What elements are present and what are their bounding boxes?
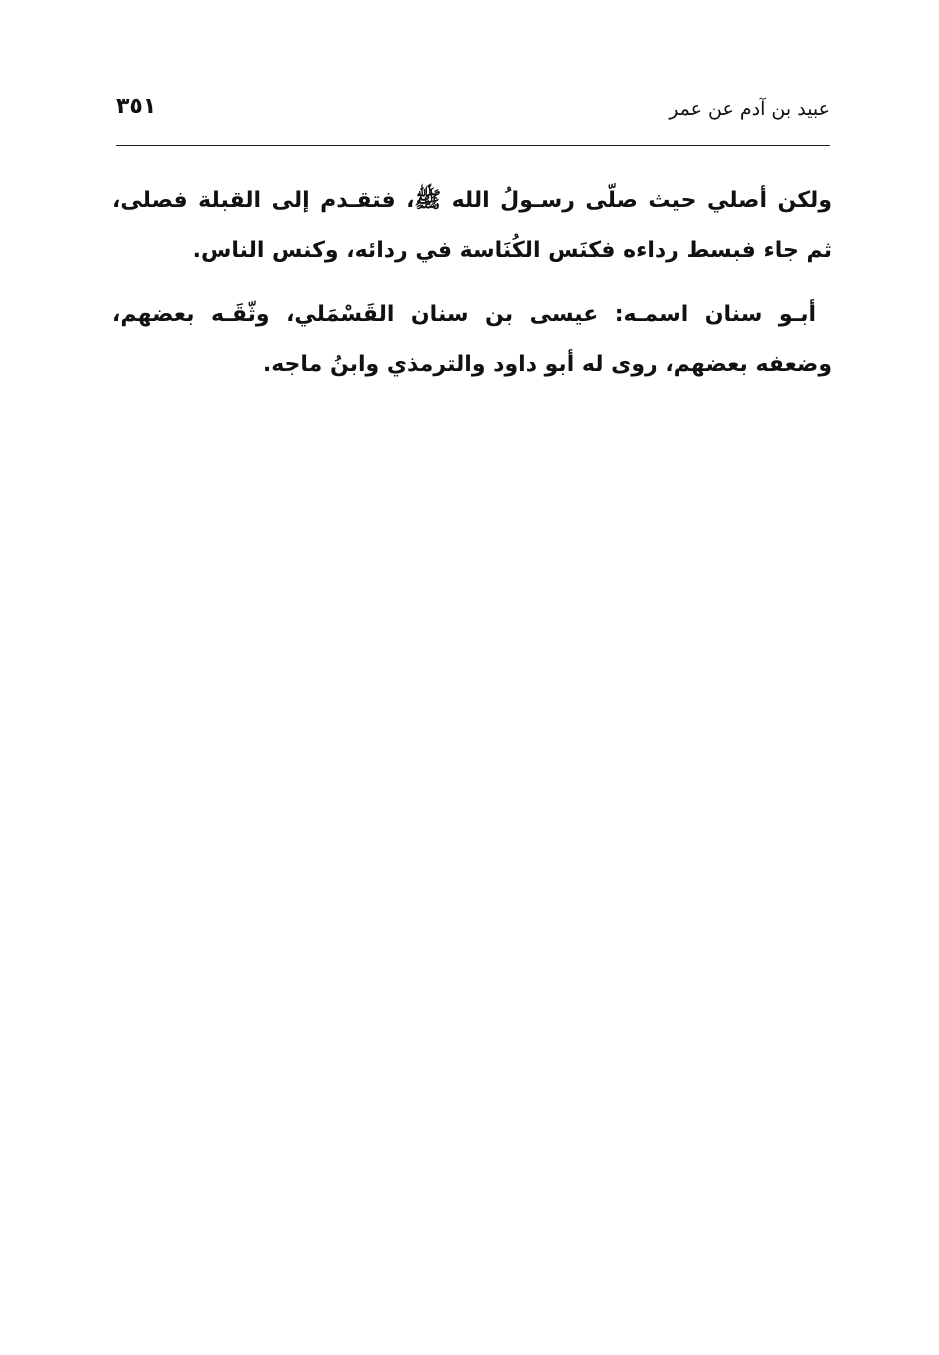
header-rule — [116, 145, 830, 146]
body-text — [112, 176, 832, 390]
paragraph-narrator-note: أبـو سنان اسمـه: عيسى بن سنان القَسْمَلي، وثّقَـه بعضهم، وضعفه بعضهم، روى له أبو داود والترمذي وابنُ ماجه. — [112, 302, 832, 377]
running-title: عبيد بن آدم عن عمر — [669, 98, 830, 120]
page-number: ٣٥١ — [116, 94, 157, 119]
paragraph-hadith-text: ولكن أصلي حيث صلّى رسـولُ الله ﷺ، فتقـدم إلى القبلة فصلى، ثم جاء فبسط رداءه فكنَس الكُنَاسة في ردائه، وكنس الناس. — [112, 188, 832, 263]
page-header — [116, 92, 830, 132]
